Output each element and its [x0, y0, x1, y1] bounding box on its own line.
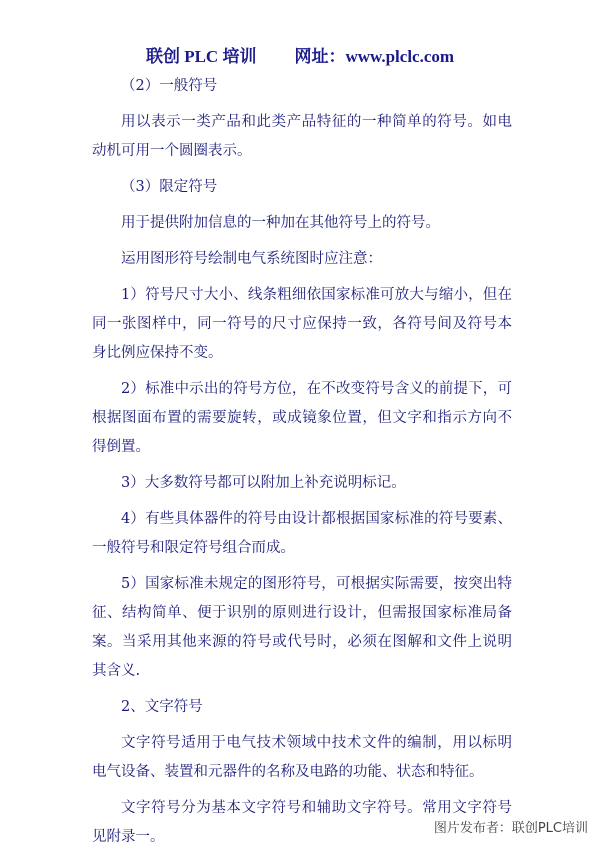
note-item-5: 5）国家标准未规定的图形符号，可根据实际需要，按突出特征、结构简单、便于识别的原则进行设计，但需报国家标准局备案。当采用其他来源的符号或代号时，必须在图解和文件上说明其含义. — [92, 576, 512, 679]
note-item-4: 4）有些具体器件的符号由设计都根据国家标准的符号要素、一般符号和限定符号组合而成。 — [92, 511, 512, 556]
paragraph-text-symbols-usage: 文字符号适用于电气技术领域中技术文件的编制，用以标明电气设备、装置和元器件的名称及电路的功能、状态和特征。 — [92, 735, 512, 780]
paragraph-general-symbol: 用以表示一类产品和此类产品特征的一种简单的符号。如电动机可用一个圆圈表示。 — [92, 114, 512, 159]
note-item-3: 3）大多数符号都可以附加上补充说明标记。 — [121, 475, 406, 491]
paragraph-qualifying-symbol: 用于提供附加信息的一种加在其他符号上的符号。 — [121, 215, 440, 231]
header-brand: 联创 PLC 培训 — [145, 47, 257, 66]
note-item-2: 2）标准中示出的符号方位，在不改变符号含义的前提下，可根据图面布置的需要旋转，或成镜象位置，但文字和指示方向不得倒置。 — [92, 381, 512, 455]
header-website: 网址：www.plclc.com — [294, 47, 455, 66]
note-item-1: 1）符号尺寸大小、线条粗细依国家标准可放大与缩小，但在同一张图样中，同一符号的尺寸应保持一致，各符号间及符号本身比例应保持不变。 — [92, 287, 512, 361]
heading-qualifying-symbol: （3）限定符号 — [121, 179, 218, 195]
paragraph-notes-intro: 运用图形符号绘制电气系统图时应注意： — [121, 251, 382, 267]
heading-general-symbol: （2）一般符号 — [121, 78, 218, 94]
heading-text-symbols: 2、文字符号 — [121, 699, 203, 715]
page-header — [0, 42, 600, 67]
document-body — [92, 72, 512, 859]
paragraph-text-symbols-types: 文字符号分为基本文字符号和辅助文字符号。常用文字符号见附录一。 — [92, 800, 512, 845]
publisher-watermark: 图片发布者：联创PLC培训 — [433, 821, 588, 836]
